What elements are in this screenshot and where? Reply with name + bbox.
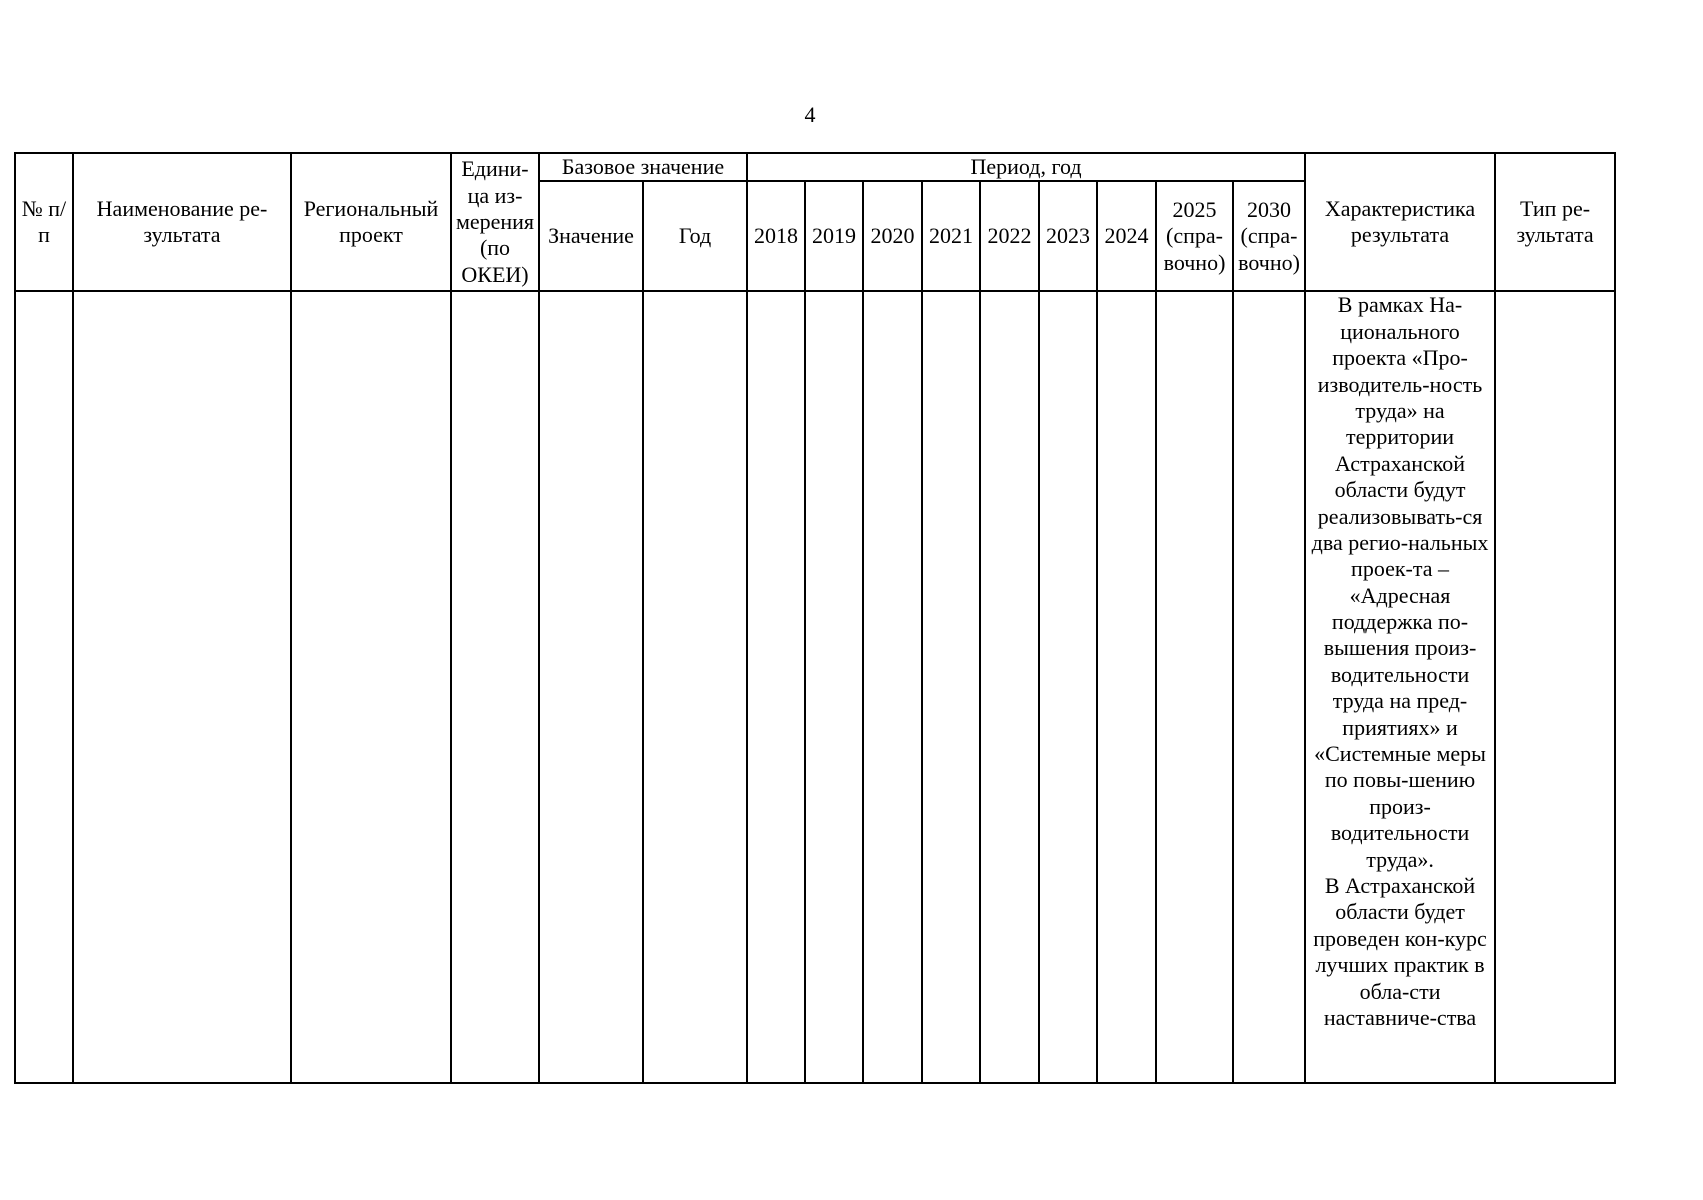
cell-type [1495, 291, 1615, 1083]
header-year-2019: 2019 [805, 181, 863, 291]
cell-name [73, 291, 291, 1083]
characteristic-paragraph-2: В Астраханской области будет проведен кон-курс лучших практик в обла-сти наставниче-ства [1313, 872, 1487, 1030]
characteristic-paragraph-1: В рамках На-ционального проекта «Про-изводитель-ность труда» на территории Астраханской области будут реализовывать-ся два регио-нальных проек-та – «Адресная поддержка по-вышения произ-водительности труда на пред-приятиях» и «Системные меры по повы-шению произ-водительности труда». [1311, 292, 1489, 872]
header-base: Базовое значение [539, 153, 747, 181]
cell-base-year [643, 291, 747, 1083]
header-year-2020: 2020 [863, 181, 922, 291]
header-period: Период, год [747, 153, 1305, 181]
cell-2025 [1156, 291, 1233, 1083]
results-table [14, 152, 1616, 1084]
header-num: № п/п [15, 153, 73, 291]
header-year-2022: 2022 [980, 181, 1039, 291]
table-row [15, 291, 1615, 1083]
cell-base-value [539, 291, 643, 1083]
header-year-2018: 2018 [747, 181, 805, 291]
page-number: 4 [804, 102, 816, 127]
cell-2020 [863, 291, 922, 1083]
cell-project [291, 291, 451, 1083]
header-base-year: Год [643, 181, 747, 291]
cell-num [15, 291, 73, 1083]
header-year-2030: 2030 (спра-вочно) [1233, 181, 1305, 291]
cell-characteristic [1305, 291, 1495, 1083]
header-base-value: Значение [539, 181, 643, 291]
header-year-2025: 2025 (спра-вочно) [1156, 181, 1233, 291]
table-header-row [15, 153, 1615, 181]
header-project: Региональный проект [291, 153, 451, 291]
header-unit: Едини-ца из-мерения (по ОКЕИ) [451, 153, 539, 291]
cell-2021 [922, 291, 980, 1083]
cell-2022 [980, 291, 1039, 1083]
cell-2024 [1097, 291, 1156, 1083]
header-characteristic: Характеристика результата [1305, 153, 1495, 291]
header-year-2024: 2024 [1097, 181, 1156, 291]
cell-unit [451, 291, 539, 1083]
cell-2023 [1039, 291, 1097, 1083]
header-year-2023: 2023 [1039, 181, 1097, 291]
header-type: Тип ре-зультата [1495, 153, 1615, 291]
cell-2018 [747, 291, 805, 1083]
header-year-2021: 2021 [922, 181, 980, 291]
cell-2019 [805, 291, 863, 1083]
header-name: Наименование ре-зультата [73, 153, 291, 291]
cell-2030 [1233, 291, 1305, 1083]
